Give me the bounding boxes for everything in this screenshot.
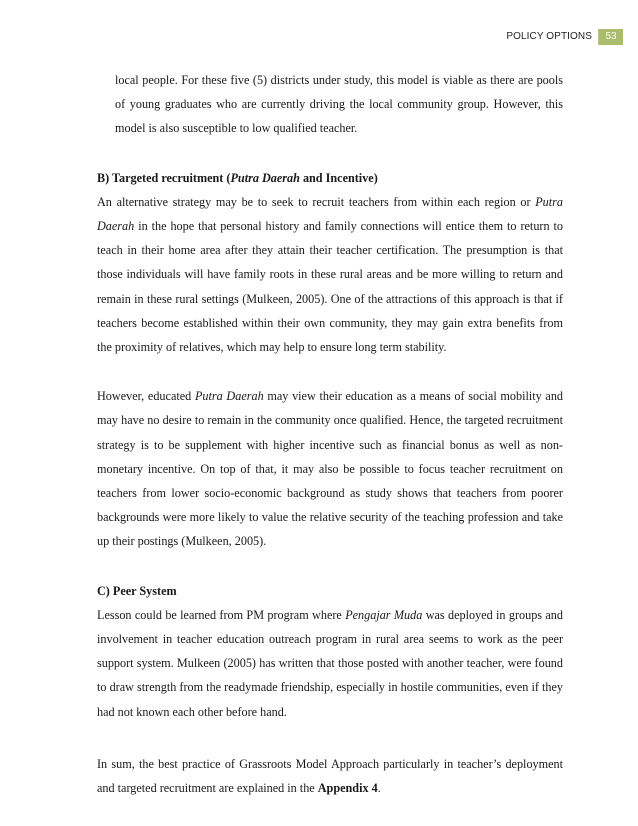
italic-term: Putra Daerah [97,194,563,234]
section-b-paragraph-1 [97,190,563,359]
header-title: POLICY OPTIONS [506,29,599,45]
text-run: However, educated [97,389,195,404]
text-run: Lesson could be learned from PM program where [97,607,346,622]
section-b-paragraph-2 [97,384,563,553]
section-c-paragraph [97,603,563,724]
text-run: may view their education as a means of social mobility and may have no desire to remain in the community once qualified. Hence, the targeted recruitment strategy is to be supplement with higher incentive such as financial bonus as well as non-monetary incentive. On top of that, it may also be possible to focus teacher recruitment on teachers from lower socio-economic background as study shows that teachers from poorer backgrounds were more likely to value the relative security of the teaching profession and take up their postings (Mulkeen, 2005). [97,389,564,549]
section-b-heading-italic: Putra Daerah [230,170,300,185]
text-run: in the hope that personal history and family connections will entice them to return to teach in their home area after they attain their teacher certification. The presumption is that those individuals will have family roots in these rural areas and be more willing to return and remain in these rural settings (Mulkeen, 2005). One of the attractions of this approach is that if teachers become established within their own community, they may gain extra benefits from the proximity of relatives, which may help to ensure long term stability. [97,219,563,355]
section-c-heading: C) Peer System [97,583,177,598]
section-b-heading-prefix: B) Targeted recruitment ( [97,170,231,185]
section-b-heading-suffix: and Incentive) [299,170,378,185]
summary-paragraph [97,752,563,800]
text-run: An alternative strategy may be to seek to recruit teachers from within each region or [97,194,536,209]
text-run: . [377,781,381,796]
text-run: was deployed in groups and involvement in teacher education outreach program in rural area seems to work as the peer support system. Mulkeen (2005) has written that those posted with another teacher, were found to draw strength from the readymade friendship, especially in hostile communities, even if they had not known each other before hand. [97,607,563,719]
continuation-paragraph: local people. For these five (5) districts under study, this model is viable as there are pools of young graduates who are currently driving the local community group. However, this model is also susceptible to low qualified teacher. [115,73,563,136]
page-number: 53 [599,29,623,45]
section-b-heading [97,166,563,190]
text-run: In sum, the best practice of Grassroots Model Approach particularly in teacher’s deployment and targeted recruitment are explained in the [97,756,563,796]
italic-term: Pengajar Muda [345,607,423,622]
page-header [506,29,623,45]
appendix-reference: Appendix 4 [317,781,378,796]
italic-term: Putra Daerah [194,389,264,404]
page-body [97,68,563,800]
